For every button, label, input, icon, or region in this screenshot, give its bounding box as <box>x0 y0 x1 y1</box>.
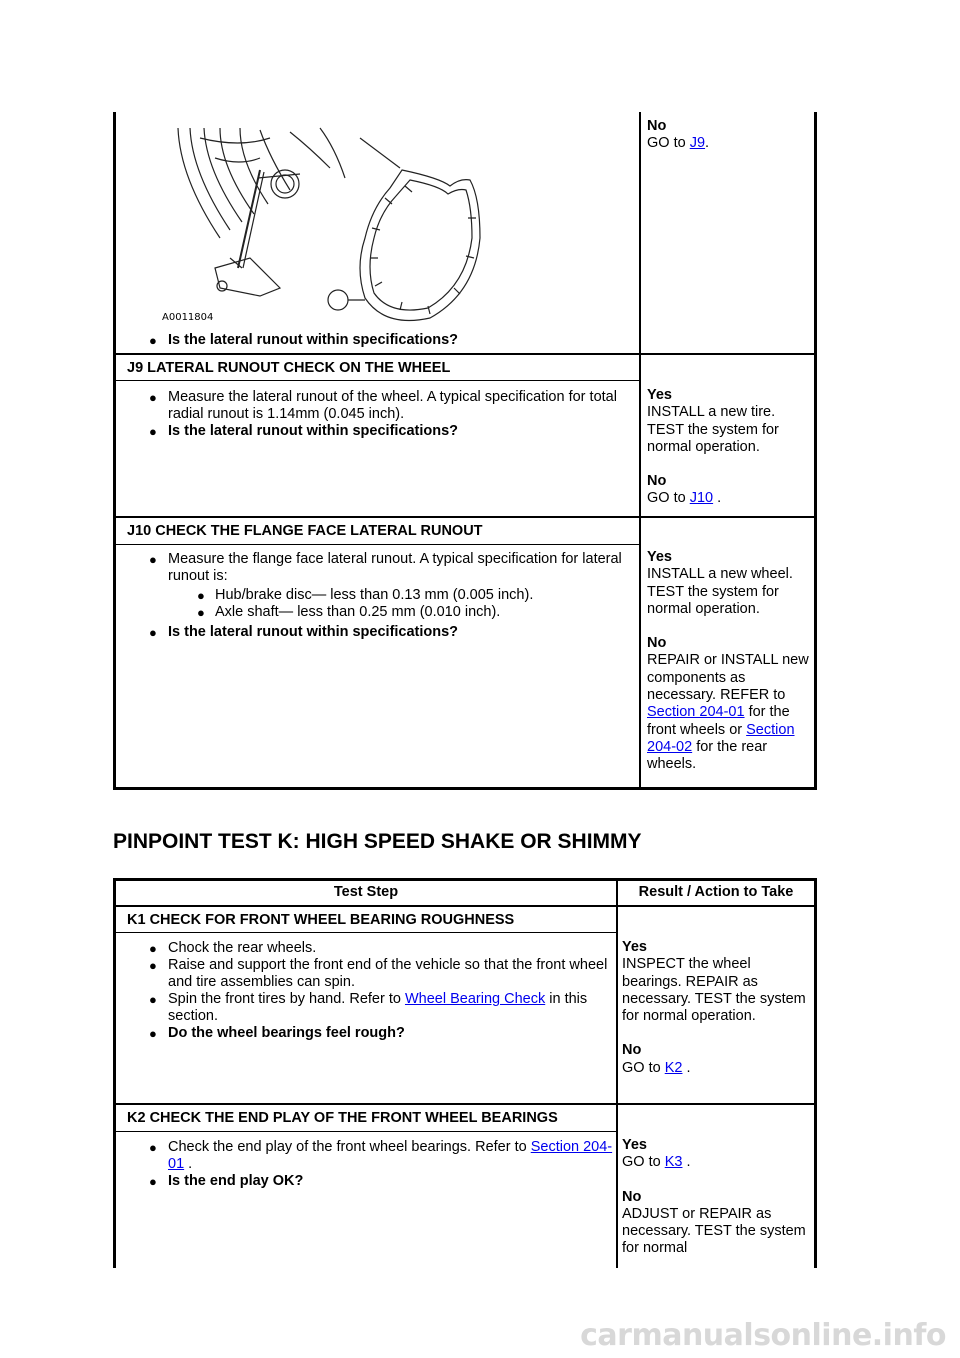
result-no-label: No <box>647 635 667 652</box>
goto-k3-link[interactable]: K3 <box>664 1154 683 1171</box>
figure-steps <box>116 332 636 349</box>
j10-question <box>116 624 636 641</box>
result-text: for the front wheels or <box>647 704 790 738</box>
result-yes-text: INSTALL a new wheel. TEST the system for normal operation. <box>647 566 793 617</box>
list-item <box>116 991 614 1025</box>
result-yes-label: Yes <box>647 387 672 403</box>
result-no-label: No <box>647 473 667 490</box>
j9-steps <box>116 389 636 440</box>
result-text: . <box>717 490 722 507</box>
list-item <box>116 1139 614 1173</box>
column-header-result: Result / Action to Take <box>638 884 794 900</box>
wheel-bearing-check-link[interactable]: Wheel Bearing Check <box>404 991 546 1007</box>
k2-steps <box>116 1139 614 1190</box>
result-text: GO to <box>647 135 686 152</box>
step-header-j10: J10 CHECK THE FLANGE FACE LATERAL RUNOUT <box>127 523 483 539</box>
result-yes-label: Yes <box>647 549 672 565</box>
runout-illustration <box>160 118 500 328</box>
result-text: GO to <box>622 1059 661 1076</box>
result-yes-text: INSTALL a new tire. TEST the system for normal operation. <box>647 404 779 455</box>
goto-k2-link[interactable]: K2 <box>664 1059 683 1076</box>
step-header-j9: J9 LATERAL RUNOUT CHECK ON THE WHEEL <box>127 360 451 376</box>
step-header-k1: K1 CHECK FOR FRONT WHEEL BEARING ROUGHNESS <box>127 912 515 928</box>
result-yes-text: INSPECT the wheel bearings. REPAIR as necessary. TEST the system for normal operation. <box>622 956 806 1025</box>
step-header-k2: K2 CHECK THE END PLAY OF THE FRONT WHEEL BEARINGS <box>127 1110 558 1126</box>
j9-result <box>647 387 812 508</box>
j10-result <box>647 549 813 774</box>
result-text: . <box>686 1154 691 1171</box>
list-item: ● Hub/brake disc— less than 0.13 mm (0.005 inch). <box>116 587 636 604</box>
list-item: ● Chock the rear wheels. <box>116 940 614 957</box>
result-text: GO to <box>622 1154 661 1171</box>
result-text: . <box>686 1059 691 1076</box>
watermark: carmanualsonline.info <box>580 1318 946 1353</box>
step-text: in this section. <box>168 991 588 1024</box>
step-text: . <box>188 1156 193 1172</box>
k2-result <box>622 1137 812 1258</box>
section-title: PINPOINT TEST K: HIGH SPEED SHAKE OR SHIMMY <box>113 830 642 853</box>
j10-substeps <box>116 587 636 621</box>
result-no-label: No <box>622 1188 642 1205</box>
list-item: ● Raise and support the front end of the vehicle so that the front wheel and tire assemblies can spin. <box>116 957 614 991</box>
list-item: ● Is the lateral runout within specifications? <box>116 332 636 349</box>
j10-steps <box>116 551 636 585</box>
list-item: ● Do the wheel bearings feel rough? <box>116 1025 614 1042</box>
list-item: ● Is the lateral runout within specifications? <box>116 624 636 641</box>
figure-code: A0011804 <box>162 312 214 323</box>
list-item: ● Is the end play OK? <box>116 1173 614 1190</box>
goto-j9-link[interactable]: J9 <box>689 135 706 152</box>
goto-j10-link[interactable]: J10 <box>689 490 714 507</box>
figure-result <box>647 118 812 153</box>
k1-result <box>622 939 812 1077</box>
step-text: Spin the front tires by hand. Refer to <box>168 991 401 1007</box>
result-yes-label: Yes <box>622 939 647 955</box>
section-204-02-link[interactable]: Section 204-02 <box>647 721 795 755</box>
result-text: GO to <box>647 490 686 507</box>
list-item: ● Measure the lateral runout of the wheel. A typical specification for total radial runout is 1.14mm (0.045 inch). <box>116 389 636 423</box>
result-text: for the rear wheels. <box>647 738 768 773</box>
section-204-01-link[interactable]: Section 204-01 <box>647 704 745 721</box>
result-no-label: No <box>647 118 667 134</box>
list-item: ● Measure the flange face lateral runout. A typical specification for lateral runout is: <box>116 551 636 585</box>
result-text: . <box>705 135 710 152</box>
list-item: ● Is the lateral runout within specifications? <box>116 423 636 440</box>
result-no-label: No <box>622 1042 642 1059</box>
section-204-01-link[interactable]: Section 204-01 <box>168 1139 613 1172</box>
column-header-test-step: Test Step <box>333 884 399 900</box>
step-text: Check the end play of the front wheel bearings. Refer to <box>168 1139 527 1155</box>
k1-steps <box>116 940 614 1042</box>
list-item: ● Axle shaft— less than 0.25 mm (0.010 inch). <box>116 604 636 621</box>
result-yes-label: Yes <box>622 1137 647 1153</box>
result-text: REPAIR or INSTALL new components as necessary. REFER to <box>647 652 809 704</box>
result-no-text: ADJUST or REPAIR as necessary. TEST the system for normal <box>622 1205 806 1257</box>
